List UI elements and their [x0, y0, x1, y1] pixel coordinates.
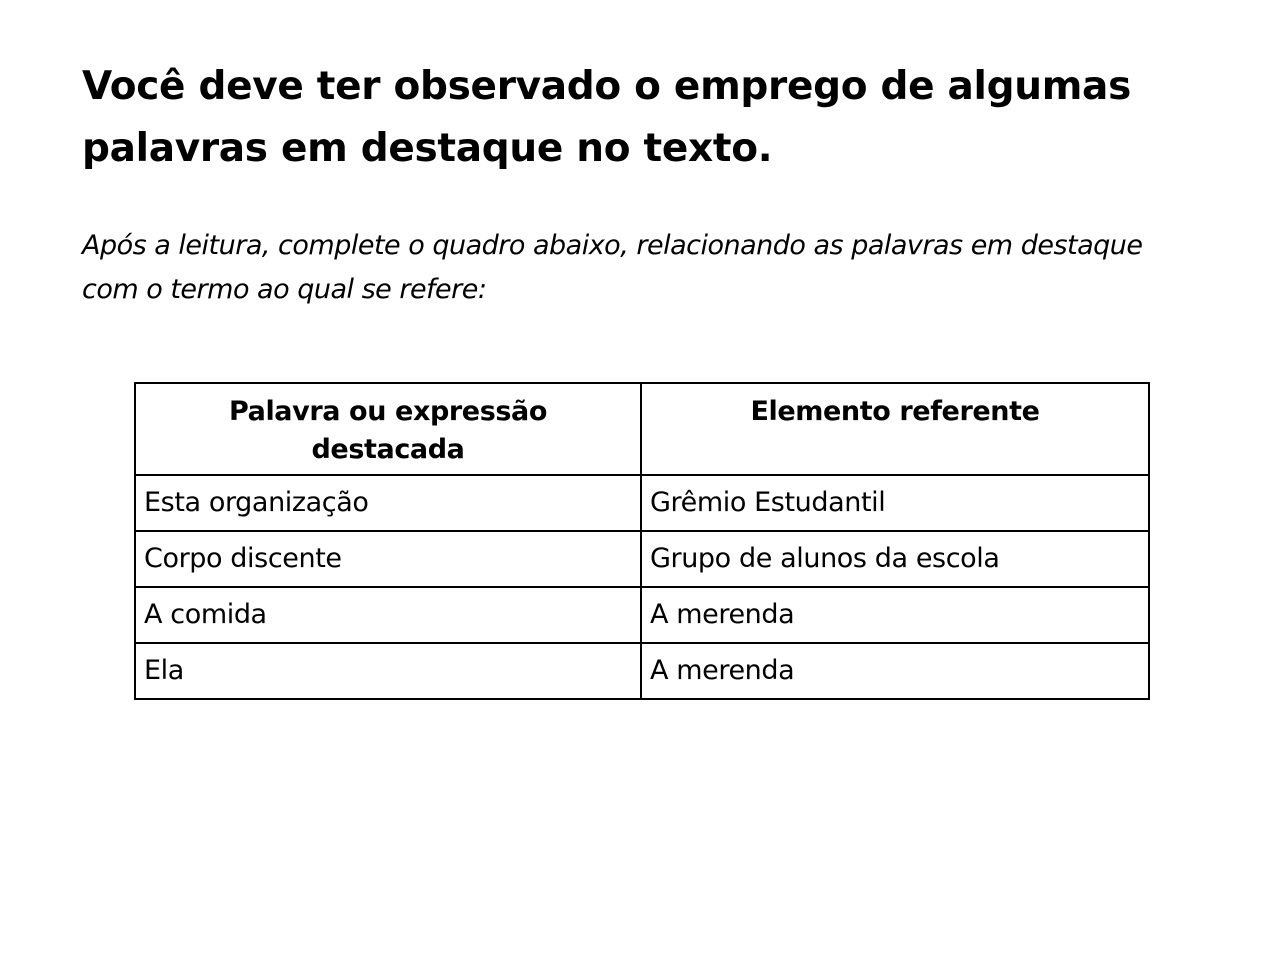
header-referent-column: Elemento referente	[641, 383, 1149, 475]
page-title-line-1: Você deve ter observado o emprego de algumas	[82, 64, 1131, 109]
referent-cell: A merenda	[641, 587, 1149, 643]
header-word-line-2: destacada	[311, 434, 465, 465]
word-cell: Ela	[135, 643, 641, 699]
table-header-row	[135, 383, 1149, 475]
instructions-line-1: Após a leitura, complete o quadro abaixo, relacionando as palavras em destaque	[82, 230, 1143, 261]
header-word-line-1: Palavra ou expressão	[228, 396, 548, 427]
instructions-line-2: com o termo ao qual se refere:	[82, 274, 487, 305]
referent-cell: Grupo de alunos da escola	[641, 531, 1149, 587]
table-row	[135, 587, 1149, 643]
word-cell: Esta organização	[135, 475, 641, 531]
word-cell: A comida	[135, 587, 641, 643]
word-cell: Corpo discente	[135, 531, 641, 587]
table-row	[135, 475, 1149, 531]
referent-cell: A merenda	[641, 643, 1149, 699]
instructions-text	[82, 224, 1252, 312]
table-row	[135, 531, 1149, 587]
page-title	[82, 56, 1202, 180]
table-row	[135, 643, 1149, 699]
referent-cell: Grêmio Estudantil	[641, 475, 1149, 531]
reference-table	[134, 382, 1150, 700]
header-word-column	[135, 383, 641, 475]
page-title-line-2: palavras em destaque no texto.	[82, 126, 773, 171]
